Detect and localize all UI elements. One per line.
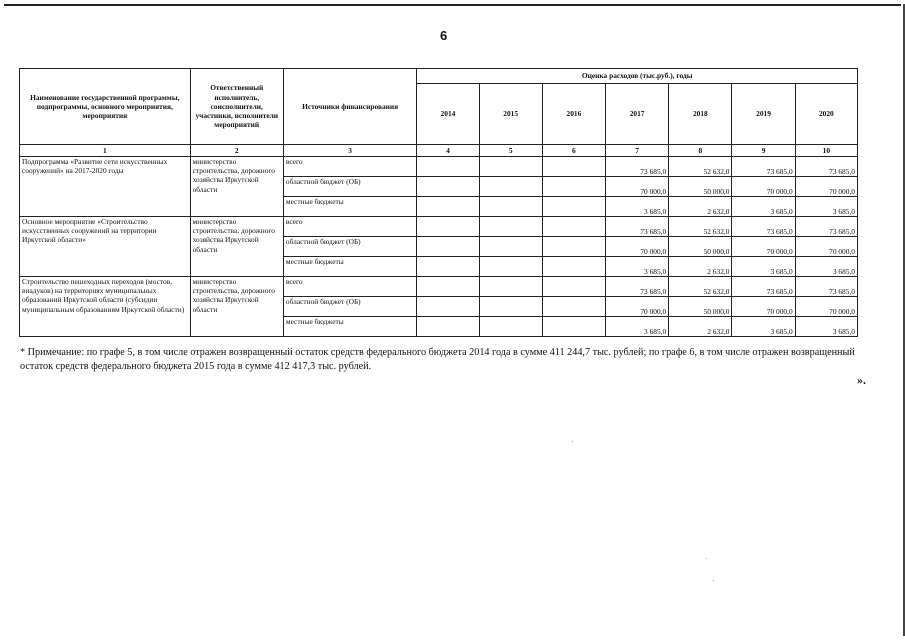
table-row	[20, 277, 858, 297]
funding-source: всего	[283, 157, 416, 177]
item-executor: министерство строительства, дорожного хозяйства Иркутской области	[190, 217, 283, 277]
scan-speck	[713, 580, 714, 581]
scan-border-top	[4, 4, 901, 6]
value-cell: 70 000,0	[606, 297, 669, 317]
value-cell	[542, 277, 605, 297]
value-cell: 3 685,0	[606, 257, 669, 277]
column-number: 3	[283, 145, 416, 157]
value-cell: 70 000,0	[795, 177, 857, 197]
value-cell	[479, 237, 542, 257]
value-cell	[542, 197, 605, 217]
column-number: 10	[795, 145, 857, 157]
header-year: 2019	[732, 84, 795, 145]
scan-speck	[572, 441, 573, 442]
value-cell: 2 632,0	[669, 317, 732, 337]
value-cell: 73 685,0	[732, 217, 795, 237]
value-cell: 73 685,0	[732, 277, 795, 297]
budget-table	[19, 68, 858, 337]
value-cell	[417, 237, 479, 257]
value-cell: 3 685,0	[795, 257, 857, 277]
value-cell: 70 000,0	[795, 237, 857, 257]
value-cell	[542, 217, 605, 237]
value-cell	[542, 257, 605, 277]
value-cell: 73 685,0	[732, 157, 795, 177]
column-number: 6	[542, 145, 605, 157]
item-executor: министерство строительства, дорожного хозяйства Иркутской области	[190, 157, 283, 217]
column-number: 8	[669, 145, 732, 157]
funding-source: областной бюджет (ОБ)	[283, 177, 416, 197]
column-number: 1	[20, 145, 191, 157]
table-row	[20, 217, 858, 237]
value-cell: 70 000,0	[606, 237, 669, 257]
value-cell	[417, 217, 479, 237]
value-cell: 52 632,0	[669, 277, 732, 297]
value-cell	[417, 297, 479, 317]
value-cell	[417, 157, 479, 177]
header-name: Наименование государственной программы, подпрограммы, основного мероприятия, мероприятия	[20, 69, 191, 145]
scan-speck	[706, 558, 707, 559]
closing-quote-mark: ».	[857, 373, 866, 387]
value-cell	[542, 177, 605, 197]
column-number: 2	[190, 145, 283, 157]
header-estimate: Оценка расходов (тыс.руб.), годы	[417, 69, 858, 84]
table-row	[20, 157, 858, 177]
value-cell	[479, 277, 542, 297]
value-cell	[542, 157, 605, 177]
value-cell: 3 685,0	[732, 257, 795, 277]
value-cell: 3 685,0	[795, 197, 857, 217]
column-number: 7	[606, 145, 669, 157]
header-year: 2018	[669, 84, 732, 145]
value-cell: 50 000,0	[669, 177, 732, 197]
funding-source: областной бюджет (ОБ)	[283, 297, 416, 317]
funding-source: местные бюджеты	[283, 317, 416, 337]
value-cell: 70 000,0	[732, 177, 795, 197]
value-cell: 3 685,0	[795, 317, 857, 337]
value-cell	[479, 197, 542, 217]
value-cell: 73 685,0	[795, 217, 857, 237]
value-cell	[417, 197, 479, 217]
value-cell: 2 632,0	[669, 257, 732, 277]
value-cell: 73 685,0	[795, 277, 857, 297]
footnote: * Примечание: по графе 5, в том числе отражен возвращенный остаток средств федерального бюджета 2014 года в сумме 411 244,7 тыс. рублей; по графе 6, в том числе отражен возвращенный остаток средств федерального бюджета 2015 года в сумме 412 417,3 тыс. рублей.	[20, 347, 855, 372]
header-source: Источники финансирования	[283, 69, 416, 145]
value-cell	[479, 297, 542, 317]
value-cell: 70 000,0	[606, 177, 669, 197]
column-number: 4	[417, 145, 479, 157]
page-number: 6	[440, 28, 448, 43]
header-year: 2014	[417, 84, 479, 145]
value-cell: 52 632,0	[669, 157, 732, 177]
header-year: 2020	[795, 84, 857, 145]
item-name: Основное мероприятие «Строительство искусственных сооружений на территории Иркутской области»	[20, 217, 191, 277]
item-name: Строительство пешеходных переходов (мостов, виадуков) на территориях муниципальных образований Иркутской области (субсидии муниципальным образованиям Иркутской области)	[20, 277, 191, 337]
value-cell	[479, 177, 542, 197]
value-cell	[479, 217, 542, 237]
value-cell	[542, 297, 605, 317]
funding-source: областной бюджет (ОБ)	[283, 237, 416, 257]
value-cell: 73 685,0	[606, 277, 669, 297]
value-cell: 73 685,0	[606, 217, 669, 237]
value-cell	[417, 257, 479, 277]
funding-source: всего	[283, 217, 416, 237]
value-cell: 70 000,0	[732, 237, 795, 257]
value-cell	[479, 317, 542, 337]
header-executor: Ответственный исполнитель, соисполнители, участники, исполнители мероприятий	[190, 69, 283, 145]
header-year: 2017	[606, 84, 669, 145]
value-cell: 50 000,0	[669, 297, 732, 317]
value-cell: 3 685,0	[606, 197, 669, 217]
header-year: 2016	[542, 84, 605, 145]
value-cell: 73 685,0	[795, 157, 857, 177]
value-cell	[417, 317, 479, 337]
value-cell	[417, 177, 479, 197]
value-cell: 50 000,0	[669, 237, 732, 257]
value-cell	[417, 277, 479, 297]
column-number: 9	[732, 145, 795, 157]
item-executor: министерство строительства, дорожного хозяйства Иркутской области	[190, 277, 283, 337]
value-cell: 52 632,0	[669, 217, 732, 237]
item-name: Подпрограмма «Развитие сети искусственных сооружений» на 2017-2020 годы	[20, 157, 191, 217]
funding-source: местные бюджеты	[283, 197, 416, 217]
value-cell: 70 000,0	[732, 297, 795, 317]
value-cell	[542, 317, 605, 337]
funding-source: местные бюджеты	[283, 257, 416, 277]
value-cell	[542, 237, 605, 257]
header-year: 2015	[479, 84, 542, 145]
value-cell: 3 685,0	[732, 317, 795, 337]
value-cell: 2 632,0	[669, 197, 732, 217]
funding-source: всего	[283, 277, 416, 297]
value-cell: 3 685,0	[606, 317, 669, 337]
value-cell: 70 000,0	[795, 297, 857, 317]
value-cell	[479, 257, 542, 277]
value-cell: 73 685,0	[606, 157, 669, 177]
value-cell: 3 685,0	[732, 197, 795, 217]
value-cell	[479, 157, 542, 177]
column-number: 5	[479, 145, 542, 157]
